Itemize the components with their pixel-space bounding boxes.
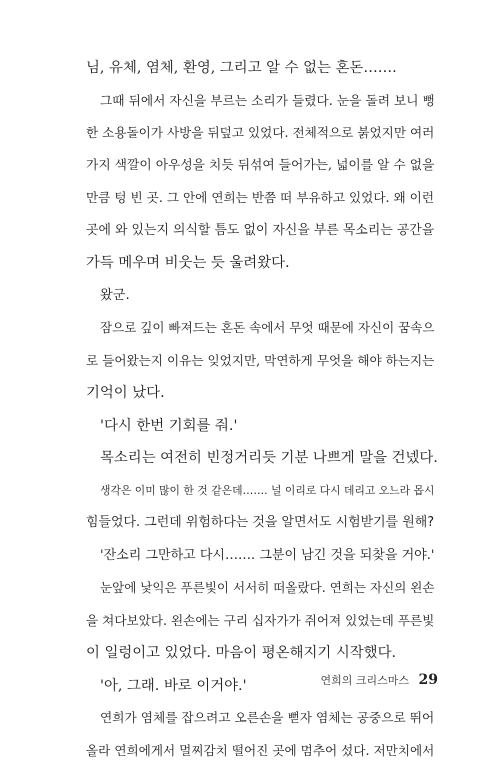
text-line: '잔소리 그만하고 다시……. 그분이 남긴 것을 되찾을 거야.' bbox=[86, 540, 438, 573]
text-line: 만큼 텅 빈 곳. 그 안에 연희는 반쯤 떠 부유하고 있었다. 왜 이런 bbox=[86, 182, 438, 215]
text-line: 왔군. bbox=[86, 280, 438, 313]
text-line: 한 소용돌이가 사방을 뒤덮고 있었다. 전체적으로 붉었지만 여러 bbox=[86, 117, 438, 150]
text-line: 로 들어왔는지 이유는 잊었지만, 막연하게 무엇을 해야 하는지는 bbox=[86, 345, 438, 378]
text-line: 생각은 이미 많이 한 것 같은데……. 널 이리로 다시 데리고 오느라 몹시 bbox=[86, 475, 438, 508]
text-line: '다시 한번 기회를 줘.' bbox=[86, 410, 438, 443]
text-line: 눈앞에 낯익은 푸른빛이 서서히 떠올랐다. 연희는 자신의 왼손 bbox=[86, 572, 438, 605]
text-line: 기억이 났다. bbox=[86, 377, 438, 410]
text-line: 이 일렁이고 있었다. 마음이 평온해지기 시작했다. bbox=[86, 637, 438, 670]
text-line: 을 쳐다보았다. 왼손에는 구리 십자가가 쥐어져 있었는데 푸른빛 bbox=[86, 605, 438, 638]
text-line: 그때 뒤에서 자신을 부르는 소리가 들렸다. 눈을 돌려 보니 뻥 bbox=[86, 85, 438, 118]
running-title: 연희의 크리스마스 bbox=[321, 674, 410, 687]
text-line: 올라 연희에게서 멀찌감치 떨어진 곳에 멈추어 섰다. 저만치에서 bbox=[86, 735, 438, 767]
text-line: 힘들었다. 그런데 위험하다는 것을 알면서도 시험받기를 원해? bbox=[86, 507, 438, 540]
page-footer bbox=[0, 672, 438, 688]
text-line: 가득 메우며 비웃는 듯 울려왔다. bbox=[86, 247, 438, 280]
page-number: 29 bbox=[419, 672, 438, 688]
text-line: 님, 유체, 염체, 환영, 그리고 알 수 없는 혼돈……. bbox=[86, 52, 438, 85]
text-line: '아, 그래. 바로 이거야.' bbox=[86, 670, 438, 703]
text-line: 목소리는 여전히 빈정거리듯 기분 나쁘게 말을 건넸다. bbox=[86, 442, 438, 475]
body-text bbox=[86, 52, 438, 767]
text-line: 잠으로 깊이 빠져드는 혼돈 속에서 무엇 때문에 자신이 꿈속으 bbox=[86, 312, 438, 345]
text-line: 가지 색깔이 아우성을 치듯 뒤섞여 들어가는, 넓이를 알 수 없을 bbox=[86, 150, 438, 183]
text-line: 연희가 염체를 잡으려고 오른손을 뻗자 염체는 공중으로 뛰어 bbox=[86, 702, 438, 735]
text-line: 곳에 와 있는지 의식할 틈도 없이 자신을 부른 목소리는 공간을 bbox=[86, 215, 438, 248]
